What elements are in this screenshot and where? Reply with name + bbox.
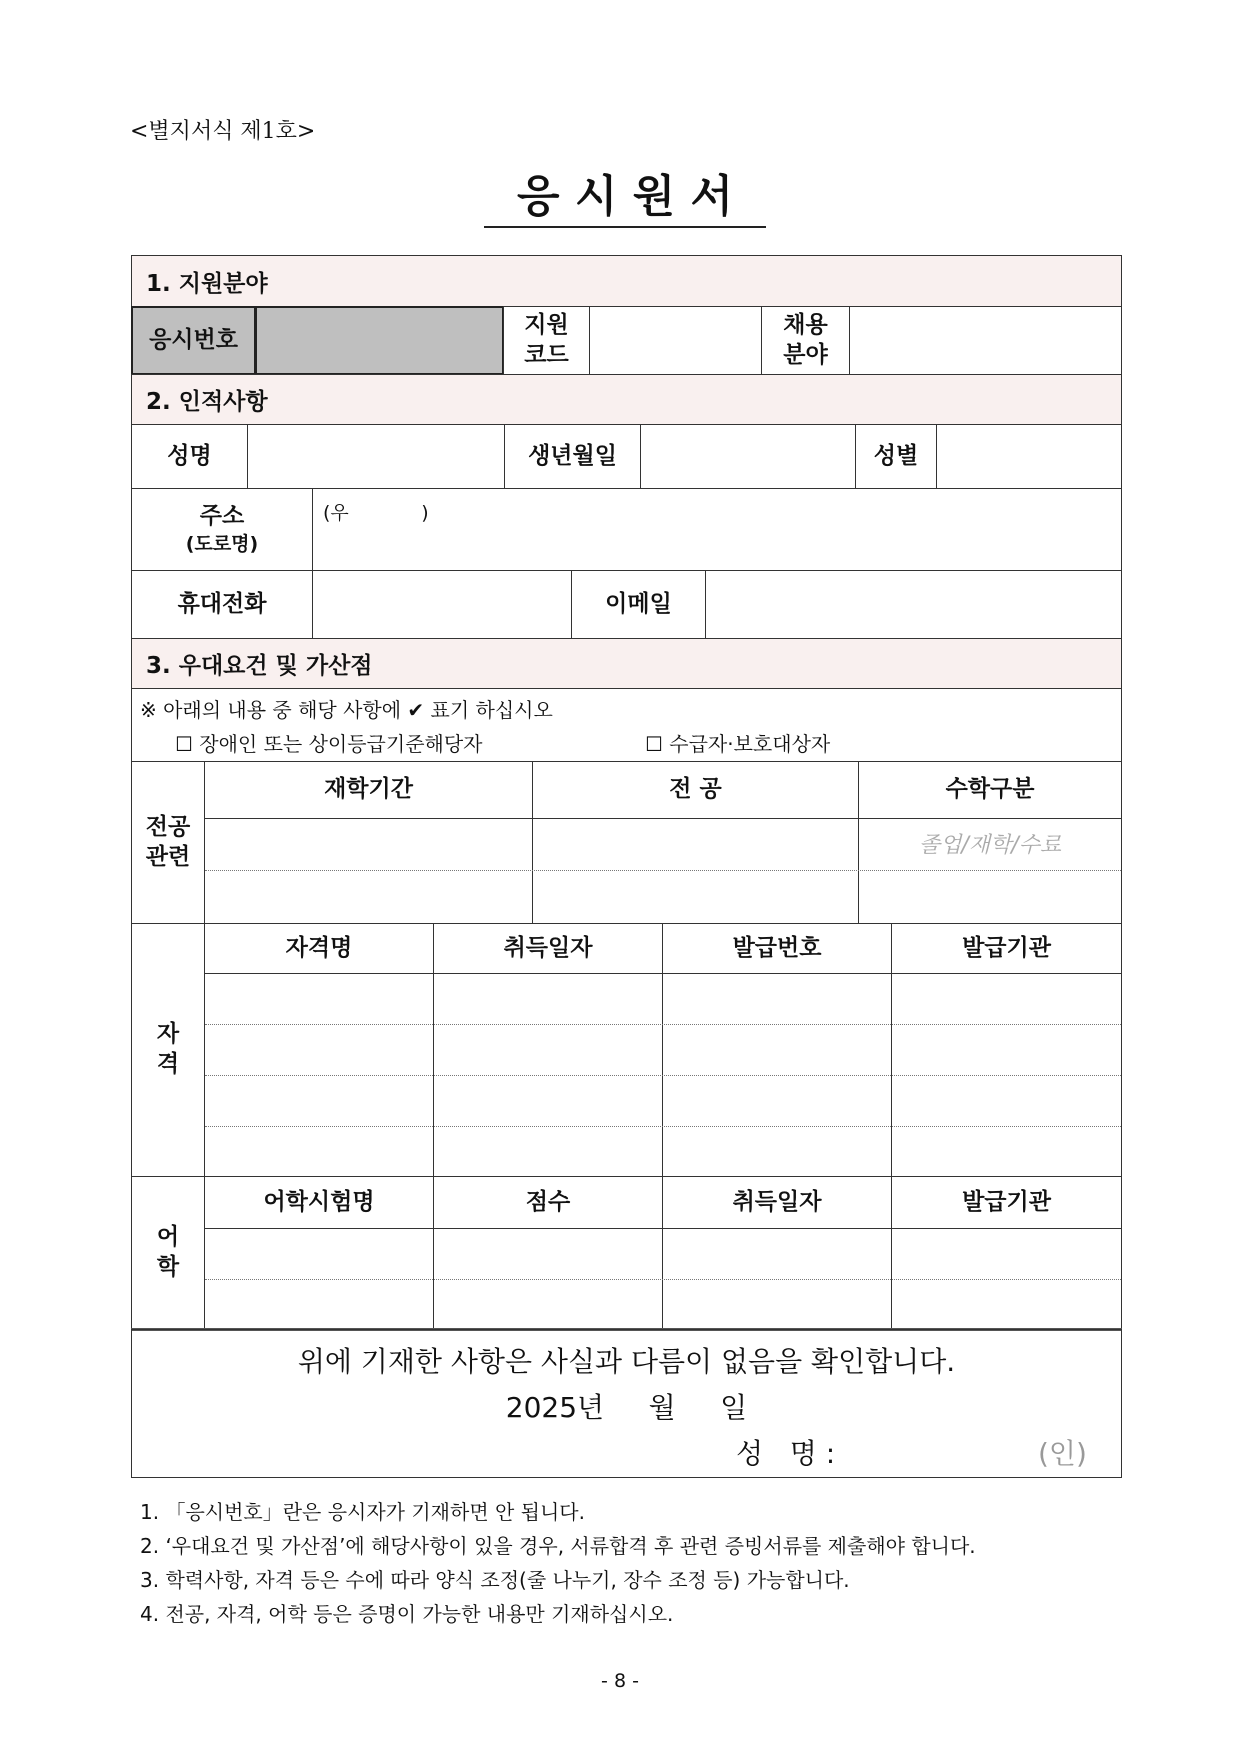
exam-number-field (255, 306, 504, 375)
name-field[interactable] (247, 424, 505, 489)
major-col-period: 재학기간 (204, 761, 533, 819)
language-label: 어 학 (131, 1176, 205, 1330)
recruit-field-label: 채용 분야 (761, 306, 850, 375)
signature-label: 성 명 : (736, 1437, 836, 1470)
certificate-label: 자 격 (131, 923, 205, 1177)
address-field[interactable] (312, 488, 1122, 571)
form-label: <별지서식 제1호> (130, 119, 316, 144)
seal-mark: (인) (1038, 1437, 1087, 1470)
cert-col-issuer: 발급기관 (891, 923, 1122, 974)
gender-label: 성별 (855, 424, 937, 489)
major-col-major: 전 공 (532, 761, 859, 819)
cert-col-number: 발급번호 (662, 923, 892, 974)
checkbox-welfare-recipient[interactable]: ☐ 수급자·보호대상자 (645, 732, 831, 756)
declaration-date: 2025년 월 일 (505, 1391, 748, 1424)
note-4: 4. 전공, 자격, 어학 등은 증명이 가능한 내용만 기재하십시오. (140, 1602, 674, 1626)
note-1: 1. 「응시번호」란은 응시자가 기재하면 안 됩니다. (140, 1500, 585, 1524)
postal-code-hint: (우 ) (323, 502, 429, 524)
name-label: 성명 (131, 424, 248, 489)
lang-col-date: 취득일자 (662, 1176, 892, 1229)
phone-field[interactable] (312, 570, 572, 639)
declaration-statement: 위에 기재한 사항은 사실과 다름이 없음을 확인합니다. (297, 1345, 956, 1378)
support-code-label: 지원 코드 (503, 306, 590, 375)
page-number: - 8 - (601, 1670, 639, 1692)
support-code-field[interactable] (589, 306, 762, 375)
page-title: 응 시 원 서 (484, 160, 766, 228)
preference-instruction: ※ 아래의 내용 중 해당 사항에 ✔ 표기 하십시오 (140, 698, 553, 722)
lang-col-issuer: 발급기관 (891, 1176, 1122, 1229)
birth-field[interactable] (640, 424, 856, 489)
study-status-placeholder: 졸업/재학/수료 (918, 833, 1062, 858)
major-col-status: 수학구분 (858, 761, 1122, 819)
section-3-heading: 3. 우대요건 및 가산점 (131, 638, 1122, 689)
lang-col-test: 어학시험명 (204, 1176, 434, 1229)
major-label: 전공 관련 (131, 761, 205, 924)
address-label-cell (131, 488, 313, 571)
gender-field[interactable] (936, 424, 1122, 489)
email-label: 이메일 (571, 570, 706, 639)
cert-col-name: 자격명 (204, 923, 434, 974)
birth-label: 생년월일 (504, 424, 641, 489)
note-2: 2. ‘우대요건 및 가산점’에 해당사항이 있을 경우, 서류합격 후 관련 증빙서류를 제출해야 합니다. (140, 1534, 976, 1558)
lang-col-score: 점수 (433, 1176, 663, 1229)
section-1-heading: 1. 지원분야 (131, 255, 1122, 307)
address-sub-label: (도로명) (185, 533, 259, 556)
email-field[interactable] (705, 570, 1122, 639)
cert-col-date: 취득일자 (433, 923, 663, 974)
address-label: 주소 (199, 503, 245, 530)
checkbox-disabled-veteran[interactable]: ☐ 장애인 또는 상이등급기준해당자 (175, 732, 483, 756)
phone-label: 휴대전화 (131, 570, 313, 639)
note-3: 3. 학력사항, 자격 등은 수에 따라 양식 조정(줄 나누기, 장수 조정 등) 가능합니다. (140, 1568, 850, 1592)
exam-number-label: 응시번호 (131, 306, 256, 375)
recruit-field-input[interactable] (849, 306, 1122, 375)
section-2-heading: 2. 인적사항 (131, 374, 1122, 425)
